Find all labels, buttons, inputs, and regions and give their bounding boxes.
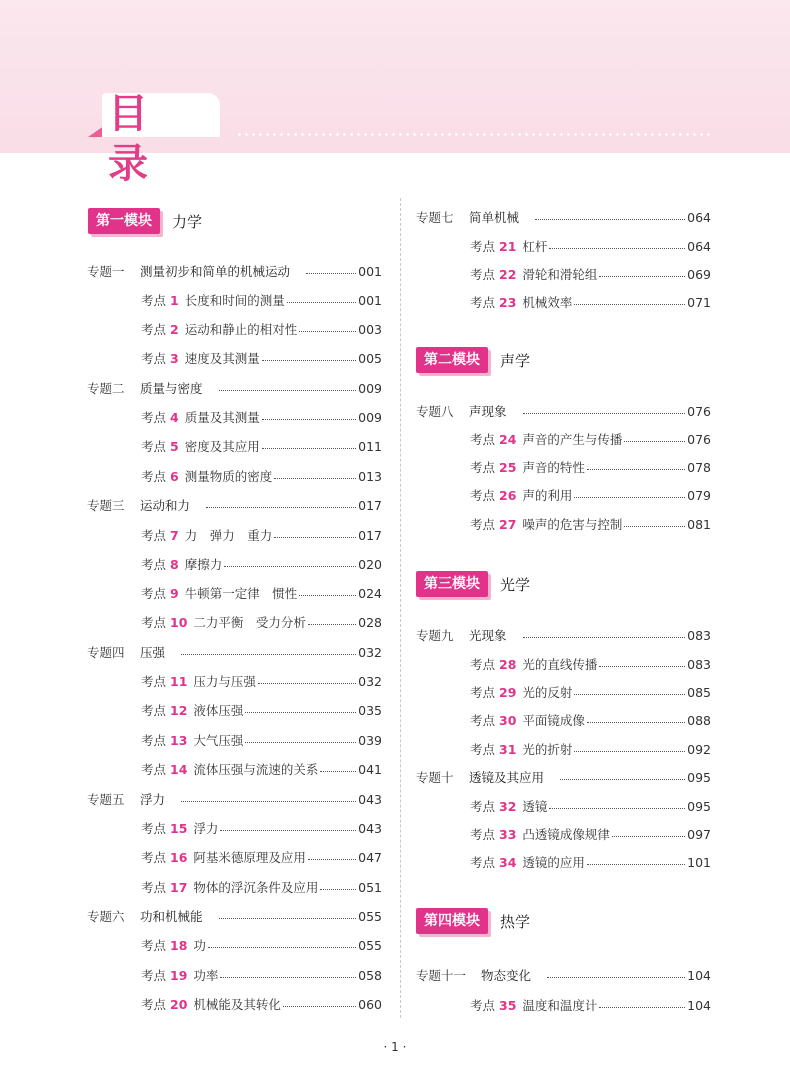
page-ref: 020: [358, 556, 382, 572]
kp-number: 25: [499, 459, 517, 475]
dot-leader: [299, 585, 356, 596]
page-ref: 032: [358, 644, 382, 660]
kp-row[interactable]: [141, 760, 382, 778]
kp-prefix: 考点: [141, 557, 167, 572]
topic-title: 透镜及其应用: [469, 770, 545, 785]
kp-number: 5: [170, 438, 179, 454]
dot-leader: [599, 997, 685, 1008]
kp-title: 运动和静止的相对性: [184, 322, 298, 337]
kp-number: 9: [170, 585, 179, 601]
kp-number: 23: [499, 294, 517, 310]
kp-title: 光的反射: [522, 685, 573, 700]
topic-row[interactable]: [416, 626, 711, 644]
kp-title: 透镜的应用: [522, 855, 585, 870]
page-ref: 005: [358, 350, 382, 366]
kp-row[interactable]: [470, 797, 711, 815]
kp-number: 27: [499, 516, 517, 532]
kp-number: 16: [170, 849, 188, 865]
dot-leader: [208, 937, 356, 948]
kp-row[interactable]: [470, 825, 711, 843]
kp-row[interactable]: [141, 555, 382, 573]
kp-number: 18: [170, 937, 188, 953]
kp-row[interactable]: [470, 655, 711, 673]
kp-prefix: 考点: [470, 267, 496, 282]
kp-prefix: 考点: [470, 460, 496, 475]
kp-title: 质量及其测量: [184, 410, 260, 425]
kp-prefix: 考点: [141, 615, 167, 630]
topic-title: 物态变化: [481, 968, 532, 983]
kp-number: 17: [170, 879, 188, 895]
dot-leader: [612, 826, 685, 837]
dot-leader: [181, 791, 356, 802]
kp-prefix: 考点: [470, 998, 496, 1013]
module-header: [88, 208, 202, 234]
module-badge: 第二模块: [416, 347, 488, 373]
title-dotted-line: [236, 133, 714, 136]
page-ref: 035: [358, 702, 382, 718]
page-ref: 064: [687, 238, 711, 254]
page-ref: 055: [358, 937, 382, 953]
page-ref: 041: [358, 761, 382, 777]
topic-label: 专题七: [416, 210, 454, 225]
kp-title: 力 弹力 重力: [184, 528, 273, 543]
kp-prefix: 考点: [470, 799, 496, 814]
dot-leader: [220, 820, 356, 831]
page-ref: 085: [687, 684, 711, 700]
module-badge: 第三模块: [416, 571, 488, 597]
kp-number: 11: [170, 673, 188, 689]
kp-row[interactable]: [470, 265, 711, 283]
kp-row[interactable]: [141, 995, 382, 1013]
dot-leader: [574, 684, 685, 695]
kp-row[interactable]: [141, 349, 382, 367]
kp-number: 7: [170, 527, 179, 543]
topic-title: 光现象: [469, 628, 507, 643]
kp-row[interactable]: [141, 936, 382, 954]
topic-row[interactable]: [87, 496, 382, 514]
kp-prefix: 考点: [470, 657, 496, 672]
kp-number: 3: [170, 350, 179, 366]
dot-leader: [274, 527, 356, 538]
kp-title: 牛顿第一定律 惯性: [184, 586, 298, 601]
dot-leader: [599, 266, 685, 277]
kp-number: 35: [499, 997, 517, 1013]
kp-number: 15: [170, 820, 188, 836]
dot-leader: [547, 967, 685, 978]
kp-title: 摩擦力: [184, 557, 223, 572]
page-ref: 024: [358, 585, 382, 601]
module-badge: 第四模块: [416, 908, 488, 934]
page-ref: 079: [687, 487, 711, 503]
page-ref: 083: [687, 627, 711, 643]
dot-leader: [219, 380, 357, 391]
kp-prefix: 考点: [141, 821, 167, 836]
kp-title: 杠杆: [522, 239, 548, 254]
dot-leader: [599, 656, 685, 667]
topic-label: 专题八: [416, 404, 454, 419]
dot-leader: [587, 459, 685, 470]
kp-title: 光的直线传播: [522, 657, 598, 672]
page-ref: 081: [687, 516, 711, 532]
kp-title: 平面镜成像: [522, 713, 585, 728]
kp-row[interactable]: [141, 437, 382, 455]
kp-prefix: 考点: [141, 322, 167, 337]
dot-leader: [549, 238, 685, 249]
dot-leader: [624, 516, 685, 527]
page-ref: 092: [687, 741, 711, 757]
module-name: 声学: [500, 351, 531, 370]
page-ref: 101: [687, 854, 711, 870]
kp-prefix: 考点: [141, 880, 167, 895]
topic-row[interactable]: [87, 379, 382, 397]
topic-row[interactable]: [416, 768, 711, 786]
kp-number: 1: [170, 292, 179, 308]
kp-row[interactable]: [141, 408, 382, 426]
page-ref: 104: [687, 997, 711, 1013]
kp-prefix: 考点: [141, 528, 167, 543]
kp-row[interactable]: [470, 996, 711, 1014]
dot-leader: [320, 761, 356, 772]
topic-row[interactable]: [87, 907, 382, 925]
kp-title: 液体压强: [193, 703, 244, 718]
kp-number: 14: [170, 761, 188, 777]
kp-prefix: 考点: [141, 439, 167, 454]
kp-prefix: 考点: [470, 855, 496, 870]
dot-leader: [549, 798, 685, 809]
dot-leader: [523, 403, 686, 414]
page-ref: 095: [687, 798, 711, 814]
kp-row[interactable]: [470, 293, 711, 311]
kp-row[interactable]: [141, 467, 382, 485]
kp-row[interactable]: [141, 878, 382, 896]
kp-row[interactable]: [141, 701, 382, 719]
page-ref: 104: [687, 967, 711, 983]
kp-title: 功率: [193, 968, 219, 983]
page-ref: 071: [687, 294, 711, 310]
topic-label: 专题二: [87, 381, 125, 396]
page-ref: 095: [687, 769, 711, 785]
kp-title: 阿基米德原理及应用: [193, 850, 306, 865]
kp-prefix: 考点: [141, 938, 167, 953]
page-ref: 058: [358, 967, 382, 983]
dot-leader: [308, 849, 356, 860]
page-ref: 011: [358, 438, 382, 454]
kp-title: 滑轮和滑轮组: [522, 267, 598, 282]
dot-leader: [574, 487, 685, 498]
dot-leader: [535, 209, 685, 220]
dot-leader: [262, 409, 356, 420]
topic-title: 测量初步和简单的机械运动: [140, 264, 291, 279]
topic-title: 浮力: [140, 792, 166, 807]
page-ref: 001: [358, 263, 382, 279]
kp-number: 29: [499, 684, 517, 700]
kp-title: 声音的产生与传播: [522, 432, 623, 447]
kp-row[interactable]: [470, 237, 711, 255]
kp-title: 速度及其测量: [184, 351, 260, 366]
dot-leader: [224, 556, 356, 567]
kp-row[interactable]: [141, 731, 382, 749]
kp-number: 13: [170, 732, 188, 748]
page-ref: 097: [687, 826, 711, 842]
kp-prefix: 考点: [470, 295, 496, 310]
page-ref: 064: [687, 209, 711, 225]
kp-row[interactable]: [141, 672, 382, 690]
dot-leader: [574, 741, 685, 752]
page-ref: 017: [358, 497, 382, 513]
kp-number: 10: [170, 614, 188, 630]
kp-row[interactable]: [470, 515, 711, 533]
kp-prefix: 考点: [141, 469, 167, 484]
module-header: [416, 571, 530, 597]
topic-row[interactable]: [87, 262, 382, 280]
dot-leader: [220, 967, 356, 978]
kp-prefix: 考点: [470, 239, 496, 254]
kp-title: 机械效率: [522, 295, 573, 310]
kp-row[interactable]: [470, 683, 711, 701]
kp-prefix: 考点: [141, 674, 167, 689]
kp-number: 33: [499, 826, 517, 842]
kp-title: 机械能及其转化: [193, 997, 281, 1012]
kp-prefix: 考点: [141, 586, 167, 601]
kp-number: 4: [170, 409, 179, 425]
page-ref: 060: [358, 996, 382, 1012]
kp-row[interactable]: [141, 819, 382, 837]
page-ref: 028: [358, 614, 382, 630]
kp-title: 温度和温度计: [522, 998, 598, 1013]
dot-leader: [274, 468, 356, 479]
kp-prefix: 考点: [470, 517, 496, 532]
kp-title: 声的利用: [522, 488, 573, 503]
kp-title: 透镜: [522, 799, 548, 814]
title-box: [88, 91, 222, 187]
kp-number: 32: [499, 798, 517, 814]
topic-title: 功和机械能: [140, 909, 203, 924]
page-ref: 078: [687, 459, 711, 475]
page-ref: 076: [687, 431, 711, 447]
dot-leader: [560, 769, 685, 780]
kp-title: 密度及其应用: [184, 439, 260, 454]
kp-row[interactable]: [141, 320, 382, 338]
kp-title: 长度和时间的测量: [184, 293, 285, 308]
kp-prefix: 考点: [470, 488, 496, 503]
kp-prefix: 考点: [470, 827, 496, 842]
kp-prefix: 考点: [141, 968, 167, 983]
kp-number: 22: [499, 266, 517, 282]
kp-title: 压力与压强: [193, 674, 256, 689]
topic-label: 专题十一: [416, 968, 467, 983]
kp-row[interactable]: [141, 291, 382, 309]
page-ref: 083: [687, 656, 711, 672]
kp-row[interactable]: [141, 966, 382, 984]
page-ref: 069: [687, 266, 711, 282]
page-ref: 009: [358, 409, 382, 425]
kp-number: 2: [170, 321, 179, 337]
topic-label: 专题三: [87, 498, 125, 513]
kp-row[interactable]: [141, 526, 382, 544]
dot-leader: [206, 497, 356, 508]
kp-title: 流体压强与流速的关系: [193, 762, 319, 777]
page-ref: 017: [358, 527, 382, 543]
page-ref: 013: [358, 468, 382, 484]
topic-row[interactable]: [416, 966, 711, 984]
topic-title: 质量与密度: [140, 381, 203, 396]
topic-row[interactable]: [416, 208, 711, 226]
module-name: 光学: [500, 575, 531, 594]
page-ref: 039: [358, 732, 382, 748]
kp-prefix: 考点: [470, 685, 496, 700]
kp-row[interactable]: [470, 458, 711, 476]
topic-row[interactable]: [87, 643, 382, 661]
kp-title: 功: [193, 938, 206, 953]
topic-label: 专题九: [416, 628, 454, 643]
dot-leader: [624, 431, 685, 442]
page-ref: 043: [358, 820, 382, 836]
topic-row[interactable]: [87, 790, 382, 808]
page-ref: 032: [358, 673, 382, 689]
page-number: · 1 ·: [383, 1040, 407, 1054]
kp-number: 20: [170, 996, 188, 1012]
page-ref: 043: [358, 791, 382, 807]
kp-prefix: 考点: [141, 850, 167, 865]
kp-row[interactable]: [470, 486, 711, 504]
kp-title: 光的折射: [522, 742, 573, 757]
kp-number: 21: [499, 238, 517, 254]
kp-prefix: 考点: [470, 713, 496, 728]
topic-title: 压强: [140, 645, 166, 660]
page-ref: 009: [358, 380, 382, 396]
kp-prefix: 考点: [141, 762, 167, 777]
kp-number: 12: [170, 702, 188, 718]
dot-leader: [283, 996, 356, 1007]
kp-number: 26: [499, 487, 517, 503]
kp-prefix: 考点: [470, 432, 496, 447]
kp-prefix: 考点: [141, 410, 167, 425]
dot-leader: [299, 321, 356, 332]
topic-label: 专题十: [416, 770, 454, 785]
topic-title: 简单机械: [469, 210, 520, 225]
topic-label: 专题五: [87, 792, 125, 807]
kp-row[interactable]: [470, 853, 711, 871]
dot-leader: [262, 350, 356, 361]
kp-number: 30: [499, 712, 517, 728]
page-ref: 001: [358, 292, 382, 308]
kp-row[interactable]: [141, 613, 382, 631]
kp-title: 二力平衡 受力分析: [193, 615, 306, 630]
module-name: 热学: [500, 912, 531, 931]
dot-leader: [245, 702, 356, 713]
kp-prefix: 考点: [141, 997, 167, 1012]
topic-label: 专题一: [87, 264, 125, 279]
kp-prefix: 考点: [470, 742, 496, 757]
page-ref: 088: [687, 712, 711, 728]
kp-title: 噪声的危害与控制: [522, 517, 623, 532]
kp-title: 大气压强: [193, 733, 244, 748]
module-header: [416, 347, 530, 373]
kp-number: 28: [499, 656, 517, 672]
dot-leader: [181, 644, 356, 655]
kp-row[interactable]: [470, 430, 711, 448]
topic-label: 专题六: [87, 909, 125, 924]
kp-prefix: 考点: [141, 703, 167, 718]
topic-title: 声现象: [469, 404, 507, 419]
kp-title: 声音的特性: [522, 460, 585, 475]
dot-leader: [523, 627, 686, 638]
kp-prefix: 考点: [141, 293, 167, 308]
kp-number: 34: [499, 854, 517, 870]
module-badge: 第一模块: [88, 208, 160, 234]
topic-title: 运动和力: [140, 498, 191, 513]
page-ref: 055: [358, 908, 382, 924]
dot-leader: [245, 732, 356, 743]
page-ref: 051: [358, 879, 382, 895]
dot-leader: [308, 614, 356, 625]
topic-row[interactable]: [416, 402, 711, 420]
kp-number: 6: [170, 468, 179, 484]
dot-leader: [219, 908, 357, 919]
dot-leader: [320, 879, 356, 890]
kp-number: 8: [170, 556, 179, 572]
dot-leader: [587, 712, 685, 723]
kp-prefix: 考点: [141, 351, 167, 366]
kp-prefix: 考点: [141, 733, 167, 748]
dot-leader: [574, 294, 685, 305]
dot-leader: [262, 438, 356, 449]
dot-leader: [306, 263, 356, 274]
topic-label: 专题四: [87, 645, 125, 660]
kp-row[interactable]: [470, 740, 711, 758]
dot-leader: [258, 673, 356, 684]
kp-row[interactable]: [141, 848, 382, 866]
kp-title: 浮力: [193, 821, 219, 836]
kp-row[interactable]: [141, 584, 382, 602]
kp-number: 24: [499, 431, 517, 447]
page-ref: 003: [358, 321, 382, 337]
column-divider: [400, 198, 401, 1018]
page-ref: 047: [358, 849, 382, 865]
kp-number: 31: [499, 741, 517, 757]
module-name: 力学: [172, 212, 203, 231]
page-title: 目 录: [108, 91, 162, 187]
kp-title: 凸透镜成像规律: [522, 827, 610, 842]
kp-title: 测量物质的密度: [184, 469, 273, 484]
dot-leader: [287, 292, 356, 303]
module-header: [416, 908, 530, 934]
kp-row[interactable]: [470, 711, 711, 729]
dot-leader: [587, 854, 685, 865]
page-ref: 076: [687, 403, 711, 419]
kp-title: 物体的浮沉条件及应用: [193, 880, 319, 895]
kp-number: 19: [170, 967, 188, 983]
